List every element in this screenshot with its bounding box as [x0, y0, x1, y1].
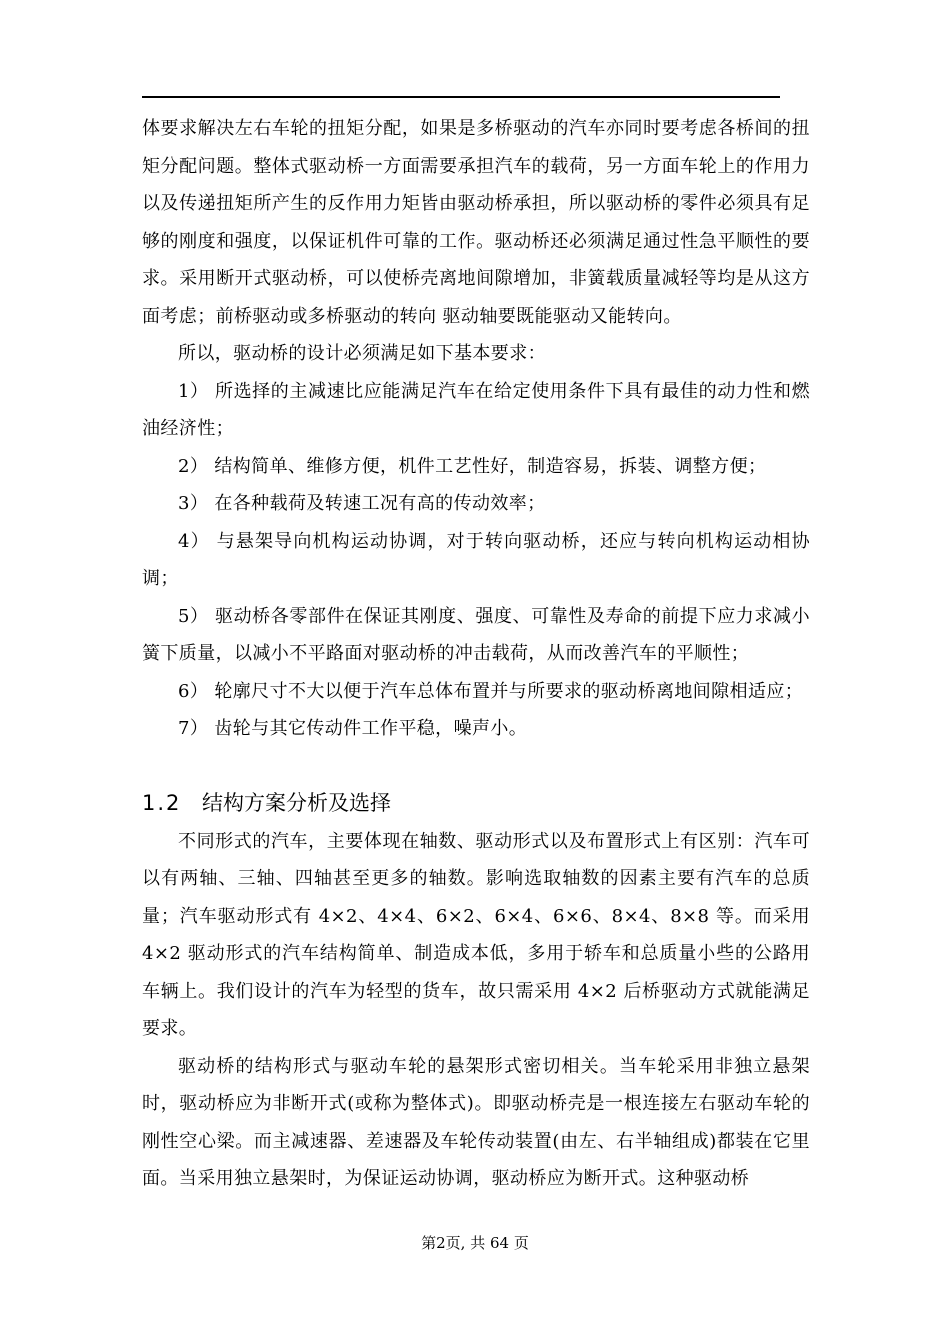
requirement-item-5: 5） 驱动桥各零部件在保证其刚度、强度、可靠性及寿命的前提下应力求减小簧下质量，以减小不平路面对驱动桥的冲击载荷，从而改善汽车的平顺性； — [142, 605, 810, 664]
requirement-item-3: 3） 在各种载荷及转速工况有高的传动效率； — [178, 493, 546, 514]
requirement-item-4: 4） 与悬架导向机构运动协调，对于转向驱动桥，还应与转向机构运动相协调； — [142, 530, 810, 589]
header-rule — [142, 96, 780, 98]
paragraph-axle-configuration: 不同形式的汽车，主要体现在轴数、驱动形式以及布置形式上有区别：汽车可以有两轴、三轴、四轴甚至更多的轴数。影响选取轴数的因素主要有汽车的总质量；汽车驱动形式有 4×2、4×4、6×2、6×4、6×6、8×4、8×8 等。而采用 4×2 驱动形式的汽车结构简单、制造成本低，多用于轿车和总质量小些的公路用车辆上。我们设计的汽车为轻型的货车，故只需采用 4×2 后桥驱动方式就能满足要求。 — [142, 830, 810, 1039]
requirement-item-1: 1） 所选择的主减速比应能满足汽车在给定使用条件下具有最佳的动力性和燃油经济性； — [142, 380, 810, 439]
page-body — [142, 110, 810, 1198]
paragraph-requirements-intro: 所以，驱动桥的设计必须满足如下基本要求： — [178, 343, 546, 364]
paragraph-suspension-relation: 驱动桥的结构形式与驱动车轮的悬架形式密切相关。当车轮采用非独立悬架时，驱动桥应为非断开式(或称为整体式)。即驱动桥壳是一根连接左右驱动车轮的刚性空心梁。而主减速器、差速器及车轮传动装置(由左、右半轴组成)都装在它里面。当采用独立悬架时，为保证运动协调，驱动桥应为断开式。这种驱动桥 — [142, 1055, 810, 1189]
page-number: 第2页, 共 64 页 — [421, 1234, 529, 1252]
section-heading — [142, 785, 810, 821]
section-number: 1.2 — [142, 790, 182, 815]
requirement-item-7: 7） 齿轮与其它传动件工作平稳，噪声小。 — [178, 718, 528, 739]
section-title: 结构方案分析及选择 — [202, 790, 391, 815]
paragraph-torque-distribution: 体要求解决左右车轮的扭矩分配，如果是多桥驱动的汽车亦同时要考虑各桥间的扭矩分配问题。整体式驱动桥一方面需要承担汽车的载荷，另一方面车轮上的作用力以及传递扭矩所产生的反作用力矩皆由驱动桥承担，所以驱动桥的零件必须具有足够的刚度和强度，以保证机件可靠的工作。驱动桥还必须满足通过性急平顺性的要求。采用断开式驱动桥，可以使桥壳离地间隙增加，非簧载质量减轻等均是从这方面考虑；前桥驱动或多桥驱动的转向 驱动轴要既能驱动又能转向。 — [142, 118, 810, 327]
requirement-item-6: 6） 轮廓尺寸不大以便于汽车总体布置并与所要求的驱动桥离地间隙相适应； — [178, 680, 804, 702]
requirement-item-2: 2） 结构简单、维修方便，机件工艺性好，制造容易，拆装、调整方便； — [178, 455, 767, 477]
